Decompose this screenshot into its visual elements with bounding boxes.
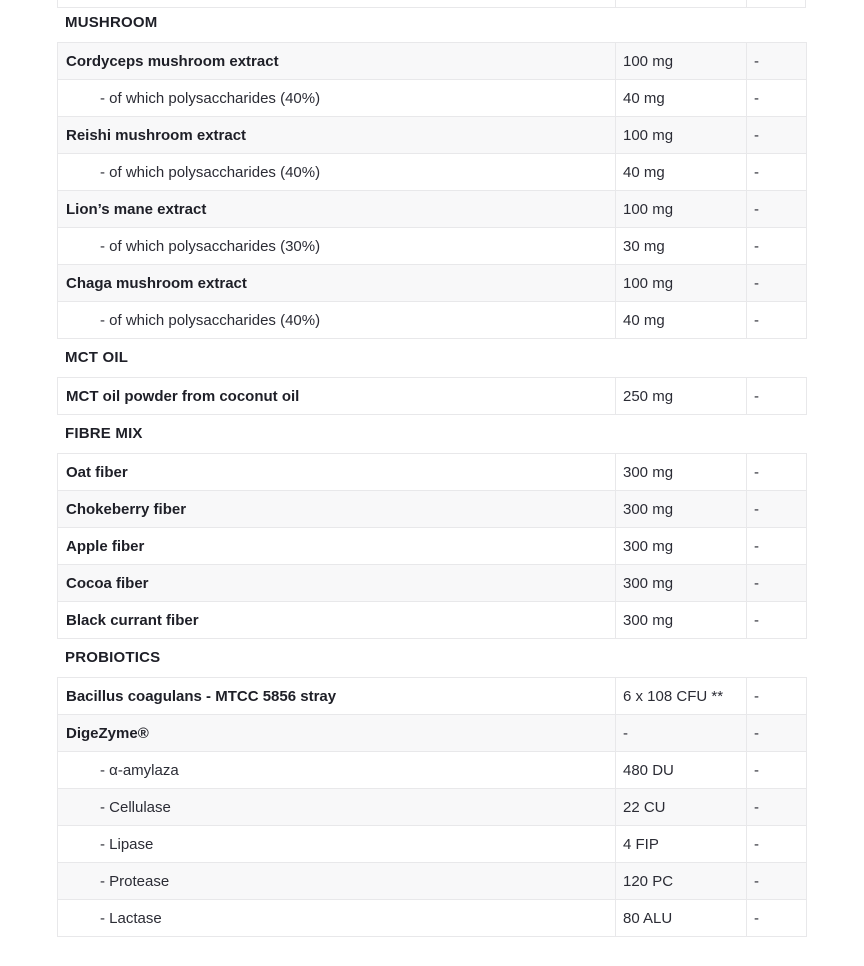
- amount-cell: 80 ALU: [616, 900, 747, 937]
- ingredient-cell: - α-amylaza: [58, 752, 616, 789]
- ingredient-cell: Cocoa fiber: [58, 565, 616, 602]
- amount-cell: 120 PC: [616, 863, 747, 900]
- amount-cell: 100 mg: [616, 43, 747, 80]
- nrv-cell: -: [747, 154, 807, 191]
- nrv-cell: -: [747, 454, 807, 491]
- ingredient-cell: Oat fiber: [58, 454, 616, 491]
- nrv-cell: -: [747, 565, 807, 602]
- ingredient-cell: - Protease: [58, 863, 616, 900]
- amount-cell: 300 mg: [616, 528, 747, 565]
- table-row: [58, 900, 807, 937]
- section-fibre-mix: [57, 424, 806, 639]
- amount-cell: 100 mg: [616, 191, 747, 228]
- ingredient-cell: - of which polysaccharides (40%): [58, 80, 616, 117]
- ingredients-table: [57, 42, 807, 339]
- table-row: [58, 565, 807, 602]
- table-row: [58, 80, 807, 117]
- table-row: [58, 826, 807, 863]
- amount-cell: 300 mg: [616, 602, 747, 639]
- nrv-cell: -: [747, 302, 807, 339]
- section-probiotics: [57, 648, 806, 937]
- ingredient-cell: Bacillus coagulans - MTCC 5856 stray: [58, 678, 616, 715]
- table-row: [58, 863, 807, 900]
- supplement-table-sections: [57, 13, 806, 937]
- ingredient-cell: - of which polysaccharides (40%): [58, 154, 616, 191]
- previous-table-bottom-edge: [57, 0, 806, 8]
- section-mushroom: [57, 13, 806, 339]
- ingredient-cell: - Lactase: [58, 900, 616, 937]
- previous-table-nrv-cell: [747, 0, 805, 7]
- table-row: [58, 43, 807, 80]
- table-row: [58, 454, 807, 491]
- ingredient-cell: Cordyceps mushroom extract: [58, 43, 616, 80]
- ingredient-cell: Chaga mushroom extract: [58, 265, 616, 302]
- nrv-cell: -: [747, 826, 807, 863]
- section-header: FIBRE MIX: [65, 425, 143, 442]
- ingredients-table: [57, 453, 807, 639]
- previous-table-amount-cell: [616, 0, 747, 7]
- table-row: [58, 602, 807, 639]
- table-row: [58, 715, 807, 752]
- table-row: [58, 491, 807, 528]
- ingredient-cell: Chokeberry fiber: [58, 491, 616, 528]
- table-row: [58, 191, 807, 228]
- nrv-cell: -: [747, 491, 807, 528]
- nrv-cell: -: [747, 43, 807, 80]
- amount-cell: 6 x 108 CFU **: [616, 678, 747, 715]
- ingredient-cell: Reishi mushroom extract: [58, 117, 616, 154]
- ingredient-cell: - of which polysaccharides (30%): [58, 228, 616, 265]
- amount-cell: 30 mg: [616, 228, 747, 265]
- ingredient-cell: MCT oil powder from coconut oil: [58, 378, 616, 415]
- previous-table-ingredient-cell: [58, 0, 616, 7]
- amount-cell: 300 mg: [616, 565, 747, 602]
- table-row: [58, 789, 807, 826]
- nrv-cell: -: [747, 528, 807, 565]
- nrv-cell: -: [747, 191, 807, 228]
- nrv-cell: -: [747, 602, 807, 639]
- nrv-cell: -: [747, 752, 807, 789]
- section-header: PROBIOTICS: [65, 649, 161, 666]
- amount-cell: 300 mg: [616, 454, 747, 491]
- amount-cell: 480 DU: [616, 752, 747, 789]
- amount-cell: 100 mg: [616, 117, 747, 154]
- table-row: [58, 528, 807, 565]
- ingredient-cell: Black currant fiber: [58, 602, 616, 639]
- amount-cell: 22 CU: [616, 789, 747, 826]
- nrv-cell: -: [747, 228, 807, 265]
- table-row: [58, 265, 807, 302]
- table-row: [58, 378, 807, 415]
- nrv-cell: -: [747, 789, 807, 826]
- table-row: [58, 302, 807, 339]
- amount-cell: 300 mg: [616, 491, 747, 528]
- table-row: [58, 154, 807, 191]
- ingredients-table: [57, 377, 807, 415]
- table-row: [58, 117, 807, 154]
- ingredient-cell: Apple fiber: [58, 528, 616, 565]
- nrv-cell: -: [747, 378, 807, 415]
- table-row: [58, 678, 807, 715]
- ingredient-cell: Lion’s mane extract: [58, 191, 616, 228]
- table-row: [58, 228, 807, 265]
- section-header: MCT OIL: [65, 349, 129, 366]
- ingredients-table: [57, 677, 807, 937]
- amount-cell: 100 mg: [616, 265, 747, 302]
- amount-cell: 4 FIP: [616, 826, 747, 863]
- nrv-cell: -: [747, 117, 807, 154]
- nrv-cell: -: [747, 265, 807, 302]
- section-header: MUSHROOM: [65, 14, 158, 31]
- amount-cell: -: [616, 715, 747, 752]
- section-mct-oil: [57, 348, 806, 415]
- amount-cell: 250 mg: [616, 378, 747, 415]
- nrv-cell: -: [747, 863, 807, 900]
- nrv-cell: -: [747, 715, 807, 752]
- nrv-cell: -: [747, 80, 807, 117]
- amount-cell: 40 mg: [616, 302, 747, 339]
- nrv-cell: -: [747, 900, 807, 937]
- ingredient-cell: - Cellulase: [58, 789, 616, 826]
- table-row: [58, 752, 807, 789]
- ingredient-cell: - of which polysaccharides (40%): [58, 302, 616, 339]
- nrv-cell: -: [747, 678, 807, 715]
- amount-cell: 40 mg: [616, 80, 747, 117]
- ingredient-cell: DigeZyme®: [58, 715, 616, 752]
- amount-cell: 40 mg: [616, 154, 747, 191]
- ingredient-cell: - Lipase: [58, 826, 616, 863]
